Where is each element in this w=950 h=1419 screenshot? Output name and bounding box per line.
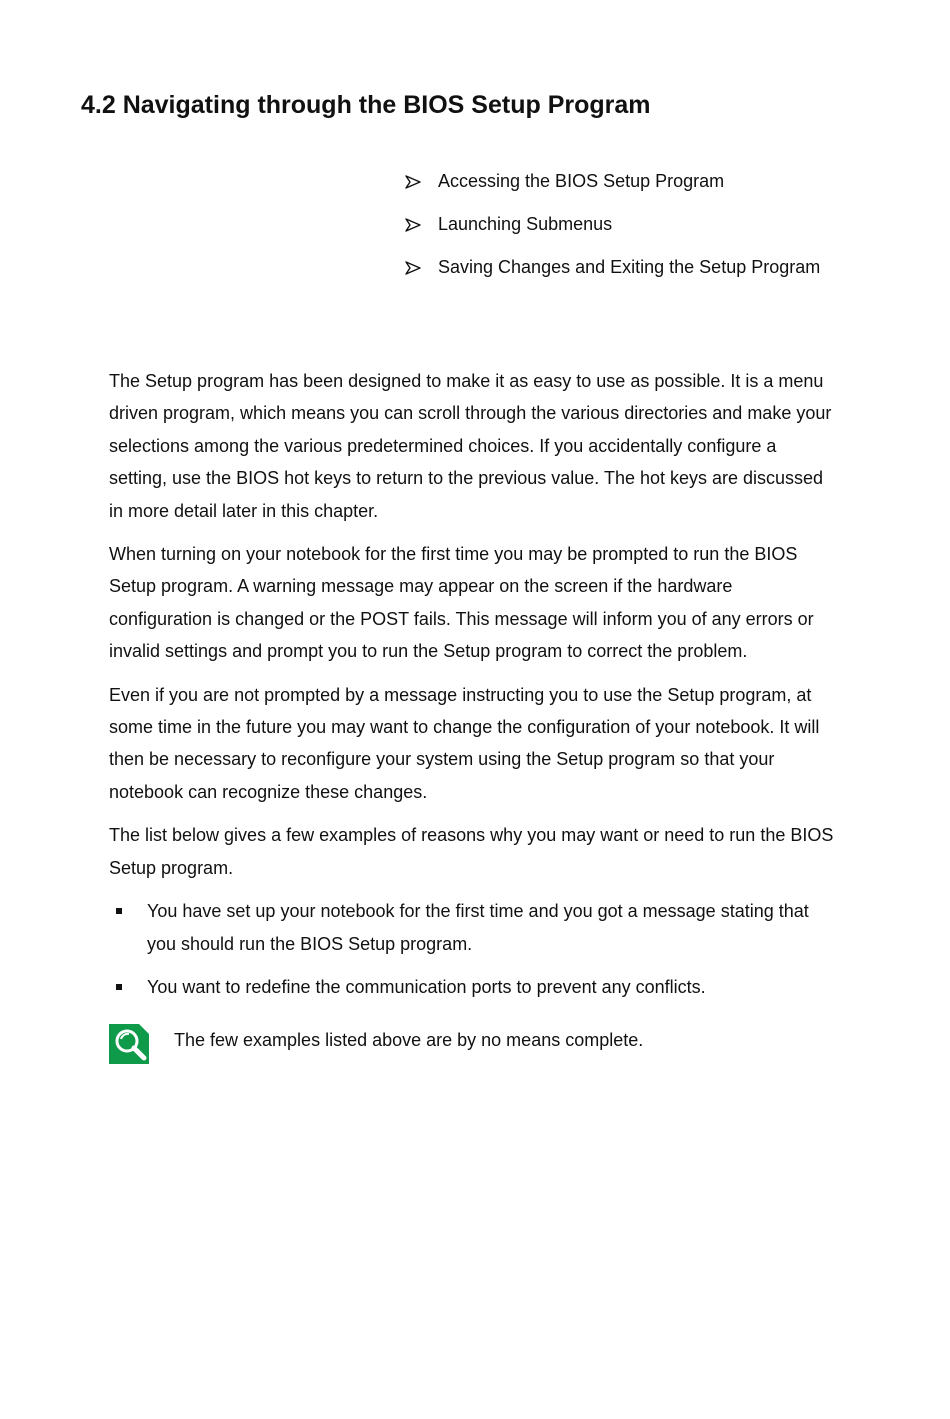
paragraph: Even if you are not prompted by a message instructing you to use the Setup program, at some time in the future you may want to change the configuration of your notebook. It will then be necessary to reconfigure your system using the Setup program so that your notebook can recognize these changes. [109,684,820,802]
body-text [109,365,837,1067]
note-text: The few examples listed above are by no means complete. [174,1030,644,1051]
reasons-list [109,895,837,1003]
square-bullet-icon [116,984,122,990]
arrowhead-bullet-icon [405,218,421,232]
paragraph: The Setup program has been designed to make it as easy to use as possible. It is a menu driven program, which means you can scroll through the various directories and make your selections among the various predetermined choices. If you accidentally configure a setting, use the BIOS hot keys to return to the previous value. The hot keys are discussed in more detail later in this chapter. [109,371,832,521]
paragraph: When turning on your notebook for the first time you may be prompted to run the BIOS Setup program. A warning message may appear on the screen if the hardware configuration is changed or the POST fails. This message will inform you of any errors or invalid settings and prompt you to run the Setup program to correct the problem. [109,544,814,662]
paragraph: The list below gives a few examples of reasons why you may want or need to run the BIOS Setup program. [109,825,834,878]
list-item [109,895,837,960]
topic-label: Launching Submenus [438,214,613,234]
topic-label: Accessing the BIOS Setup Program [438,171,725,191]
note-magnifier-icon [109,1024,149,1064]
arrowhead-bullet-icon [405,261,421,275]
list-item-text: You want to redefine the communication ports to prevent any conflicts. [147,976,706,997]
square-bullet-icon [116,908,122,914]
note [109,1023,837,1067]
arrowhead-bullet-icon [405,175,421,189]
topic-label: Saving Changes and Exiting the Setup Program [438,257,821,277]
page-title: 4.2 Navigating through the BIOS Setup Program [81,91,651,119]
list-item [109,971,837,1003]
list-item-text: You have set up your notebook for the first time and you got a message stating that you should run the BIOS Setup program. [147,901,809,954]
